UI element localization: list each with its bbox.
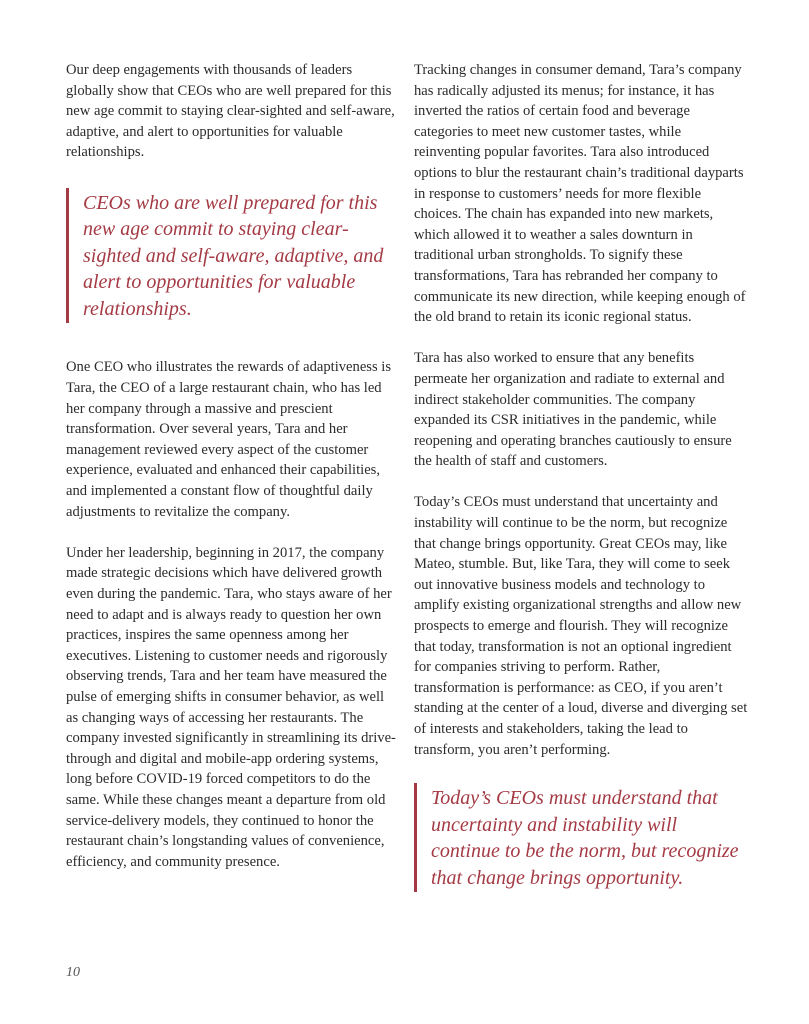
right-column [414, 60, 749, 892]
pull-quote: CEOs who are well prepared for this new age commit to staying clear-sighted and self-aware, adaptive, and alert to opportunities for valuable relationships. [66, 188, 396, 324]
body-paragraph-consumer-demand: Tracking changes in consumer demand, Tara’s company has radically adjusted its menus; for instance, it has inverted the ratios of certain food and beverage categories to meet new customer tastes, while reinventing popular favorites. Tara also introduced options to blur the restaurant chain’s traditional dayparts in response to customers’ needs for more flexible choices. The chain has expanded into new markets, which allowed it to weather a sales downturn in traditional urban strongholds. To signify these transformations, Tara has rebranded her company to communicate its new direction, while keeping enough of the old brand to retain its iconic regional status. [414, 62, 746, 326]
page-number: 10 [66, 965, 80, 980]
left-column [66, 60, 396, 872]
pull-quote: Today’s CEOs must understand that uncertainty and instability will continue to be the norm, but recognize that change brings opportunity. [414, 783, 749, 892]
body-paragraph-leadership: Under her leadership, beginning in 2017, the company made strategic decisions which have delivered growth even during the pandemic. Tara, who stays aware of her need to adapt and is always ready to question her own practices, inspires the same openness among her executives. Listening to customer needs and rigorously observing trends, Tara and her team have measured the pulse of emerging shifts in consumer behavior, as well as changing ways of accessing her restaurants. The company invested significantly in streamlining its drive-through and digital and mobile-app ordering systems, long before COVID-19 forced competitors to do the same. While these changes meant a departure from old service-delivery models, they continued to honor the restaurant chain’s longstanding values of convenience, efficiency, and community presence. [66, 544, 396, 870]
body-paragraph-todays-ceos: Today’s CEOs must understand that uncertainty and instability will continue to be the norm, but recognize that change brings opportunity. Great CEOs may, like Mateo, stumble. But, like Tara, they will come to seek out innovative business models and technology to amplify existing organizational strengths and allow new prospects to emerge and flourish. They will recognize that today, transformation is not an optional ingredient for companies striving to perform. Rather, transformation is performance: as CEO, if you aren’t standing at the center of a loud, diverse and diverging set of interests and stakeholders, taking the lead to transform, you aren’t performing. [414, 494, 748, 758]
body-paragraph-intro: Our deep engagements with thousands of leaders globally show that CEOs who are well prepared for this new age commit to staying clear-sighted and self-aware, adaptive, and alert to opportunities for valuable relationships. [66, 62, 395, 161]
body-paragraph-tara-intro: One CEO who illustrates the rewards of adaptiveness is Tara, the CEO of a large restaurant chain, who has led her company through a massive and prescient transformation. Over several years, Tara and her management reviewed every aspect of the customer experience, evaluated and enhanced their capabilities, and implemented a constant flow of thoughtful daily adjustments to revitalize the company. [66, 359, 392, 520]
body-paragraph-benefits: Tara has also worked to ensure that any benefits permeate her organization and radiate to external and indirect stakeholder communities. The company expanded its CSR initiatives in the pandemic, while reopening and operating branches cautiously to ensure the health of staff and customers. [414, 350, 732, 470]
